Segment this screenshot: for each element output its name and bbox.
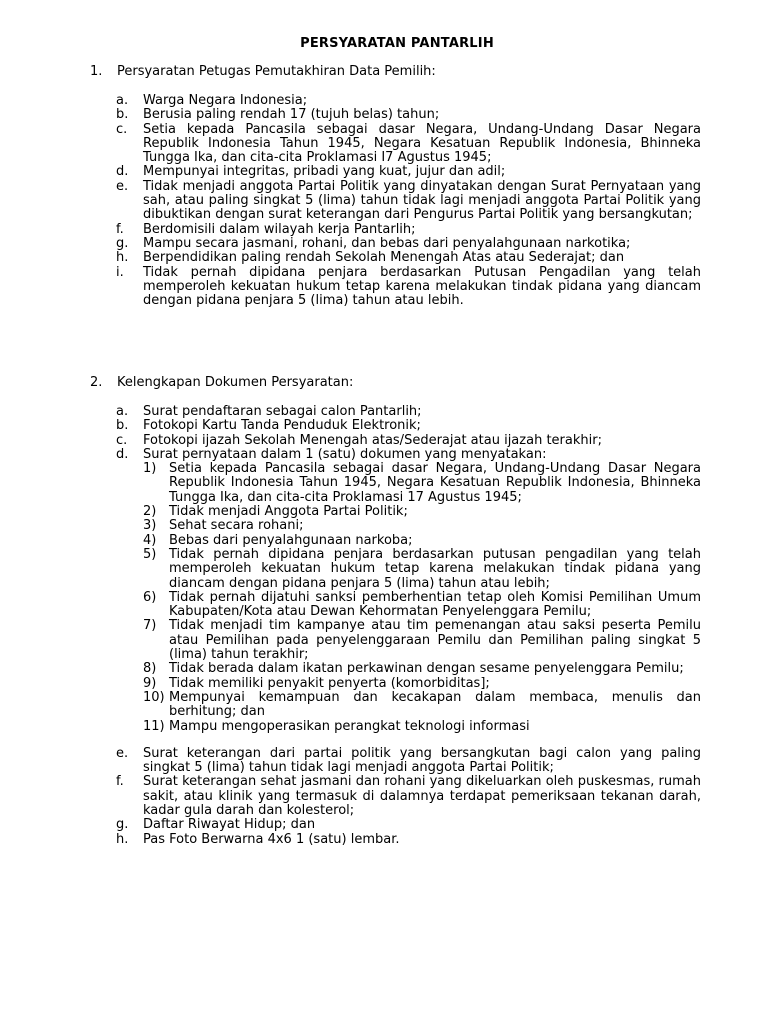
list-item-text: Mempunyai integritas, pribadi yang kuat, jujur dan adil; — [143, 164, 506, 180]
section-documents — [0, 376, 768, 847]
list-item-text: Surat pendaftaran sebagai calon Pantarlih; — [143, 404, 422, 419]
list-item-text: Tidak pernah dipidana penjara berdasarkan Putusan Pengadilan yang telah memperoleh kekuatan hukum tetap karena melakukan tindak pidana yang diancam dengan pidana penjara 5 (lima) tahun atau lebih. — [143, 264, 701, 309]
list-item-text: Tidak berada dalam ikatan perkawinan dengan sesame penyelenggara Pemilu; — [169, 661, 684, 677]
list-item-text: Mampu mengoperasikan perangkat teknologi informasi — [169, 718, 530, 734]
list-item — [0, 237, 701, 251]
list-item-text: Pas Foto Berwarna 4x6 1 (satu) lembar. — [143, 831, 400, 847]
list-item-text: Tidak menjadi tim kampanye atau tim pemenangan atau saksi peserta Pemilu atau Pemilihan pada penyelenggaraan Pemilu dan Pemilihan paling singkat 5 (lima) tahun terakhir; — [169, 618, 701, 663]
list-marker: g. — [116, 817, 129, 833]
list-item — [0, 747, 701, 776]
list-item-text: Daftar Riwayat Hidup; dan — [143, 817, 316, 833]
list-marker: h. — [116, 831, 129, 847]
list-marker: a. — [116, 404, 129, 419]
list-item — [0, 223, 701, 237]
list-marker: a. — [116, 93, 129, 108]
list-marker: 1) — [143, 461, 157, 477]
list-item — [0, 405, 701, 419]
list-item-text: Tidak pernah dipidana penjara berdasarkan putusan pengadilan yang telah memperoleh kekuatan hukum tetap karena melakukan tindak pidana yang diancam dengan pidana penjara 5 (lima) tahun atau lebih; — [169, 546, 701, 591]
list-item — [0, 94, 701, 108]
list-item-text: Berpendidikan paling rendah Sekolah Menengah Atas atau Sederajat; dan — [143, 250, 625, 266]
list-marker: 11) — [143, 718, 165, 734]
requirements-list — [0, 94, 768, 308]
list-item — [0, 434, 701, 448]
section-heading-text: Kelengkapan Dokumen Persyaratan: — [117, 375, 354, 390]
list-marker: e. — [116, 178, 129, 194]
list-item-text: Setia kepada Pancasila sebagai dasar Negara, Undang-Undang Dasar Negara Republik Indonesia Tahun 1945, Negara Kesatuan Republik Indonesia, Bhinneka Tungga Ika, dan cita-cita Proklamasi 17 Agustus 1945; — [169, 461, 701, 505]
list-marker: c. — [116, 121, 128, 137]
list-item — [0, 266, 701, 309]
section-heading — [0, 376, 768, 391]
sub-list-item — [0, 534, 701, 548]
list-marker: b. — [116, 418, 129, 434]
list-item-text: Berusia paling rendah 17 (tujuh belas) tahun; — [143, 107, 440, 123]
list-marker: 2) — [143, 504, 157, 520]
section-number: 1. — [90, 64, 103, 79]
list-marker: 3) — [143, 518, 157, 534]
section-number: 2. — [90, 375, 103, 390]
list-marker: 9) — [143, 675, 157, 691]
list-item — [0, 251, 701, 265]
sub-list-item — [0, 720, 701, 734]
list-item-text: Sehat secara rohani; — [169, 518, 304, 534]
list-item-text: Surat pernyataan dalam 1 (satu) dokumen yang menyatakan: — [143, 446, 547, 462]
list-marker: f. — [116, 774, 124, 790]
list-item-text: Fotokopi ijazah Sekolah Menengah atas/Sederajat atau ijazah terakhir; — [143, 432, 602, 448]
list-item — [0, 775, 701, 818]
sub-list-item — [0, 691, 701, 720]
list-marker: 5) — [143, 546, 157, 562]
section-requirements — [0, 65, 768, 308]
list-marker: h. — [116, 250, 129, 266]
documents-list — [0, 405, 768, 462]
list-item — [0, 108, 701, 122]
list-item-text: Tidak menjadi Anggota Partai Politik; — [169, 504, 408, 520]
list-marker: b. — [116, 107, 129, 123]
list-marker: d. — [116, 446, 129, 462]
document-title: PERSYARATAN PANTARLIH — [300, 36, 494, 51]
list-marker: 7) — [143, 618, 157, 634]
list-marker: e. — [116, 745, 129, 761]
list-item-text: Setia kepada Pancasila sebagai dasar Negara, Undang-Undang Dasar Negara Republik Indonesia Tahun 1945, Negara Kesatuan Republik Indonesia, Bhinneka Tungga Ika, dan cita-cita Proklamasi I7 Agustus 1945; — [143, 121, 701, 166]
sub-list-item — [0, 548, 701, 591]
list-marker: i. — [116, 264, 124, 280]
sub-list-item — [0, 677, 701, 691]
list-item-text: Tidak memiliki penyakit penyerta (komorbiditas]; — [169, 675, 490, 691]
list-item — [0, 180, 701, 223]
list-marker: 6) — [143, 589, 157, 605]
list-item — [0, 419, 701, 433]
list-item — [0, 818, 701, 832]
statement-sublist — [0, 462, 768, 734]
list-item — [0, 123, 701, 166]
list-item-text: Tidak menjadi anggota Partai Politik yang dinyatakan dengan Surat Pernyataan yang sah, atau paling singkat 5 (lima) tahun tidak lagi menjadi anggota Partai Politik yang dibuktikan dengan surat keterangan dari Pengurus Partai Politik yang bersangkutan; — [143, 178, 701, 223]
list-item — [0, 448, 701, 462]
list-marker: c. — [116, 432, 128, 448]
sub-list-item — [0, 519, 701, 533]
sub-list-item — [0, 462, 701, 505]
list-item-text: Berdomisili dalam wilayah kerja Pantarlih; — [143, 221, 416, 237]
list-item — [0, 165, 701, 179]
list-marker: g. — [116, 235, 129, 251]
sub-list-item — [0, 591, 701, 620]
list-item-text: Surat keterangan sehat jasmani dan rohani yang dikeluarkan oleh puskesmas, rumah sakit, atau klinik yang termasuk di dalamnya terdapat pemeriksaan tekanan darah, kadar gula darah dan kolesterol; — [143, 774, 701, 819]
list-marker: d. — [116, 164, 129, 180]
list-item — [0, 833, 701, 847]
list-item-text: Surat keterangan dari partai politik yang bersangkutan bagi calon yang paling singkat 5 (lima) tahun tidak lagi menjadi anggota Partai Politik; — [143, 745, 701, 776]
list-marker: 4) — [143, 532, 157, 548]
list-marker: f. — [116, 221, 124, 237]
list-marker: 8) — [143, 661, 157, 677]
list-item-text: Mempunyai kemampuan dan kecakapan dalam membaca, menulis dan berhitung; dan — [169, 689, 701, 720]
list-item-text: Fotokopi Kartu Tanda Penduduk Elektronik; — [143, 418, 421, 434]
sub-list-item — [0, 662, 701, 676]
list-item-text: Warga Negara Indonesia; — [143, 93, 308, 108]
sub-list-item — [0, 619, 701, 662]
list-item-text: Mampu secara jasmani, rohani, dan bebas dari penyalahgunaan narkotika; — [143, 235, 631, 251]
sub-list-item — [0, 505, 701, 519]
list-item-text: Bebas dari penyalahgunaan narkoba; — [169, 532, 413, 548]
list-item-text: Tidak pernah dijatuhi sanksi pemberhentian tetap oleh Komisi Pemilihan Umum Kabupaten/Kota atau Dewan Kehormatan Penyelenggara Pemilu; — [169, 589, 701, 620]
section-heading-text: Persyaratan Petugas Pemutakhiran Data Pemilih: — [117, 64, 436, 79]
documents-list-continued — [0, 747, 768, 847]
list-marker: 10) — [143, 689, 165, 705]
section-heading — [0, 65, 768, 80]
